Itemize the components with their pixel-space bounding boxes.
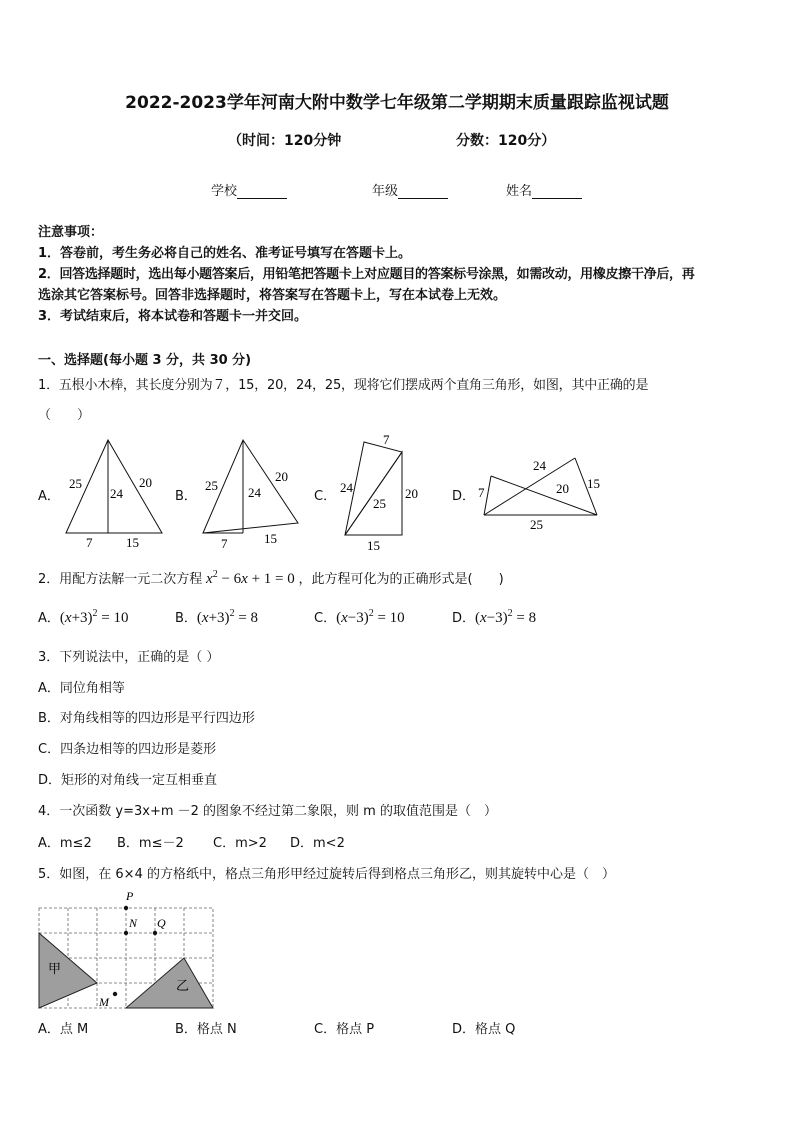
grade-field: 年级 <box>372 180 448 199</box>
q5-option-b[interactable]: B．格点 N <box>175 1022 237 1037</box>
q5-option-a[interactable]: A．点 M <box>38 1022 89 1037</box>
label-jia: 甲 <box>48 961 62 976</box>
label-m: M <box>99 995 109 1009</box>
q2-option-d[interactable]: D．$(x-3)^2 = 8$ <box>452 608 537 626</box>
notes <box>38 222 768 327</box>
q4-option-a[interactable]: A．m≤2 <box>38 836 92 851</box>
figure-c <box>345 442 402 535</box>
fig-b-7: 7 <box>221 536 228 551</box>
fig-d-24: 24 <box>533 458 546 473</box>
point-q <box>153 931 157 935</box>
fig-b-24: 24 <box>248 485 261 500</box>
q5-stem: 5．如图，在 6×4 的方格纸中，格点三角形甲经过旋转后得到格点三角形乙，则其旋转中心是（ ） <box>38 867 615 882</box>
note-2a: 2．回答选择题时，选出每小题答案后，用铅笔把答题卡上对应题目的答案标号涂黑，如需改动，用橡皮擦干净后，再 <box>38 267 695 282</box>
fig-a-15: 15 <box>126 535 139 550</box>
fig-c-7: 7 <box>383 432 390 447</box>
point-p <box>124 906 128 910</box>
q1-paren: （ ） <box>38 408 91 423</box>
q3-option-a[interactable]: A．同位角相等 <box>38 681 125 696</box>
label-p: P <box>126 889 134 903</box>
fig-a-7: 7 <box>86 535 93 550</box>
q5-option-c[interactable]: C．格点 P <box>314 1022 375 1037</box>
fig-b-15: 15 <box>264 531 277 546</box>
fig-c-15: 15 <box>367 538 380 553</box>
q2-stem: 2．用配方法解一元二次方程 $x^2 - 6x + 1 = 0$ ，此方程可化为的正确形式是( ) <box>38 569 504 587</box>
note-2b: 选涂其它答案标号。回答非选择题时，将答案写在答题卡上，写在本试卷上无效。 <box>38 288 507 303</box>
q1-label-c: C． <box>314 489 337 504</box>
q4-option-c[interactable]: C．m>2 <box>213 836 267 851</box>
q1-label-d: D． <box>452 489 476 504</box>
q3-option-c[interactable]: C．四条边相等的四边形是菱形 <box>38 742 217 757</box>
fig-c-24: 24 <box>340 480 353 495</box>
q1-label-b: B． <box>175 489 197 504</box>
fig-c-25: 25 <box>373 496 386 511</box>
note-1: 1．答卷前，考生务必将自己的姓名、准考证号填写在答题卡上。 <box>38 246 412 261</box>
total-score: 分数：120分） <box>456 133 556 149</box>
exam-title: 2022-2023学年河南大附中数学七年级第二学期期末质量跟踪监视试题 <box>125 93 669 113</box>
fig-c-20: 20 <box>405 486 418 501</box>
q4-stem: 4．一次函数 y=3x+m －2 的图象不经过第二象限，则 m 的取值范围是（ ） <box>38 804 497 819</box>
fig-a-20: 20 <box>139 475 152 490</box>
q3-stem: 3．下列说法中，正确的是（ ） <box>38 650 220 665</box>
q4-option-d[interactable]: D．m<2 <box>290 836 345 851</box>
fig-b-20: 20 <box>275 469 288 484</box>
fig-d-25: 25 <box>530 517 543 532</box>
q2-option-b[interactable]: B．$(x+3)^2 = 8$ <box>175 608 259 626</box>
point-m <box>113 992 117 996</box>
q4-option-b[interactable]: B．m≤－2 <box>117 836 184 851</box>
label-q: Q <box>157 916 166 930</box>
name-field: 姓名 <box>506 180 582 199</box>
fig-a-24: 24 <box>110 486 123 501</box>
notes-heading: 注意事项： <box>38 225 104 240</box>
q1-stem: 1．五根小木棒，其长度分别为７，15，20，24，25，现将它们摆成两个直角三角形，如图，其中正确的是 <box>38 378 649 393</box>
time-limit: （时间：120分钟 <box>228 133 342 149</box>
fig-a-25: 25 <box>69 476 82 491</box>
point-n <box>124 931 128 935</box>
q3-option-b[interactable]: B．对角线相等的四边形是平行四边形 <box>38 711 255 726</box>
fig-d-20: 20 <box>556 481 569 496</box>
q2-equation: $x^2 - 6x + 1 = 0$ <box>206 569 299 587</box>
label-n: N <box>129 916 138 930</box>
q1-figures <box>0 430 794 560</box>
fig-b-25: 25 <box>205 478 218 493</box>
q5-option-d[interactable]: D．格点 Q <box>452 1022 516 1037</box>
q2-option-c[interactable]: C．$(x-3)^2 = 10$ <box>314 608 405 626</box>
fig-d-7: 7 <box>478 485 485 500</box>
label-yi: 乙 <box>176 978 190 993</box>
q3-option-d[interactable]: D．矩形的对角线一定互相垂直 <box>38 773 218 788</box>
note-3: 3．考试结束后，将本试卷和答题卡一并交回。 <box>38 309 308 324</box>
school-field: 学校 <box>211 180 287 199</box>
section-heading: 一、选择题(每小题 3 分，共 30 分) <box>38 353 252 368</box>
q5-grid-figure <box>30 885 230 1015</box>
q2-option-a[interactable]: A．$(x+3)^2 = 10$ <box>38 608 129 626</box>
fig-d-15: 15 <box>587 476 600 491</box>
q1-label-a: A． <box>38 489 60 504</box>
